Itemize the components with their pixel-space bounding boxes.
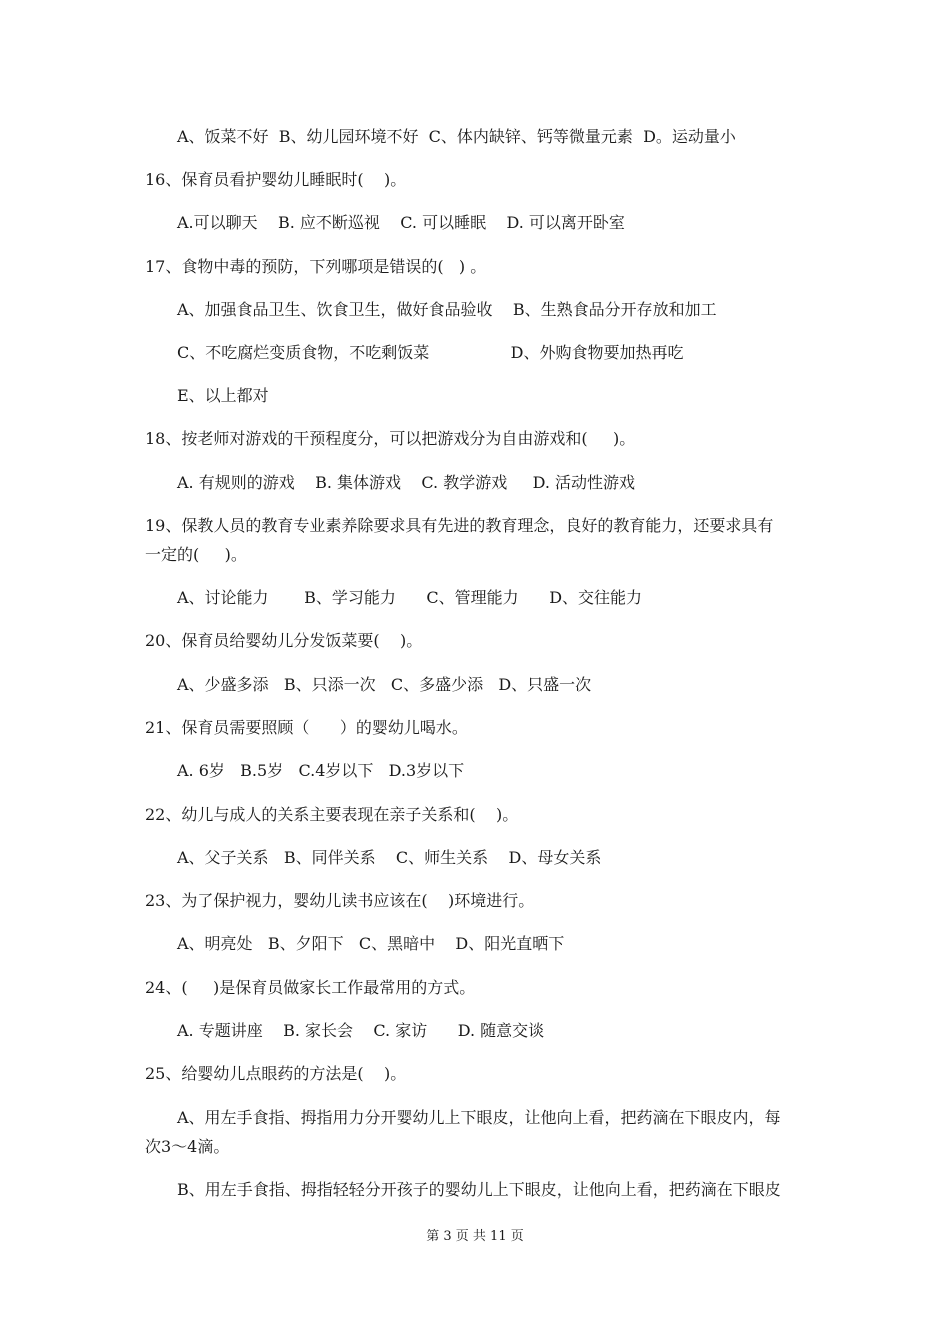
q23-options: A、明亮处 B、夕阳下 C、黑暗中 D、阳光直晒下 — [177, 934, 565, 953]
q25-option-a-line2: 次3～4滴。 — [145, 1137, 230, 1156]
q17-stem: 17、食物中毒的预防，下列哪项是错误的( ) 。 — [145, 257, 487, 276]
q20-stem: 20、保育员给婴幼儿分发饭菜要( )。 — [145, 631, 423, 650]
q25-stem: 25、给婴幼儿点眼药的方法是( )。 — [145, 1064, 407, 1083]
q15-options: A、饭菜不好 B、幼儿园环境不好 C、体内缺锌、钙等微量元素 D。运动量小 — [177, 127, 736, 146]
q19-stem-line2: 一定的( )。 — [145, 545, 247, 564]
q22-options: A、父子关系 B、同伴关系 C、师生关系 D、母女关系 — [177, 848, 602, 867]
q16-options: A.可以聊天 B. 应不断巡视 C. 可以睡眠 D. 可以离开卧室 — [177, 213, 625, 232]
q17-options-line3: E、以上都对 — [177, 386, 269, 405]
q25-option-a-line1: A、用左手食指、拇指用力分开婴幼儿上下眼皮，让他向上看，把药滴在下眼皮内，每 — [177, 1108, 781, 1127]
q19-stem-line1: 19、保教人员的教育专业素养除要求具有先进的教育理念，良好的教育能力，还要求具有 — [145, 516, 774, 535]
q16-stem: 16、保育员看护婴幼儿睡眠时( )。 — [145, 170, 407, 189]
q21-stem: 21、保育员需要照顾（ ）的婴幼儿喝水。 — [145, 718, 468, 737]
q18-stem: 18、按老师对游戏的干预程度分，可以把游戏分为自由游戏和( )。 — [145, 429, 636, 448]
q22-stem: 22、幼儿与成人的关系主要表现在亲子关系和( )。 — [145, 805, 519, 824]
q18-options: A. 有规则的游戏 B. 集体游戏 C. 教学游戏 D. 活动性游戏 — [177, 473, 636, 492]
q19-options: A、讨论能力 B、学习能力 C、管理能力 D、交往能力 — [177, 588, 643, 607]
page-footer: 第 3 页 共 11 页 — [426, 1229, 524, 1244]
q17-options-line1: A、加强食品卫生、饮食卫生，做好食品验收 B、生熟食品分开存放和加工 — [177, 300, 717, 319]
q24-stem: 24、( )是保育员做家长工作最常用的方式。 — [145, 978, 476, 997]
q17-options-line2: C、不吃腐烂变质食物，不吃剩饭菜 D、外购食物要加热再吃 — [177, 343, 684, 362]
q23-stem: 23、为了保护视力，婴幼儿读书应该在( )环境进行。 — [145, 891, 535, 910]
q21-options: A. 6岁 B.5岁 C.4岁以下 D.3岁以下 — [177, 761, 465, 780]
q24-options: A. 专题讲座 B. 家长会 C. 家访 D. 随意交谈 — [177, 1021, 545, 1040]
q20-options: A、少盛多添 B、只添一次 C、多盛少添 D、只盛一次 — [177, 675, 592, 694]
q25-option-b-line1: B、用左手食指、拇指轻轻分开孩子的婴幼儿上下眼皮，让他向上看，把药滴在下眼皮 — [177, 1180, 781, 1199]
